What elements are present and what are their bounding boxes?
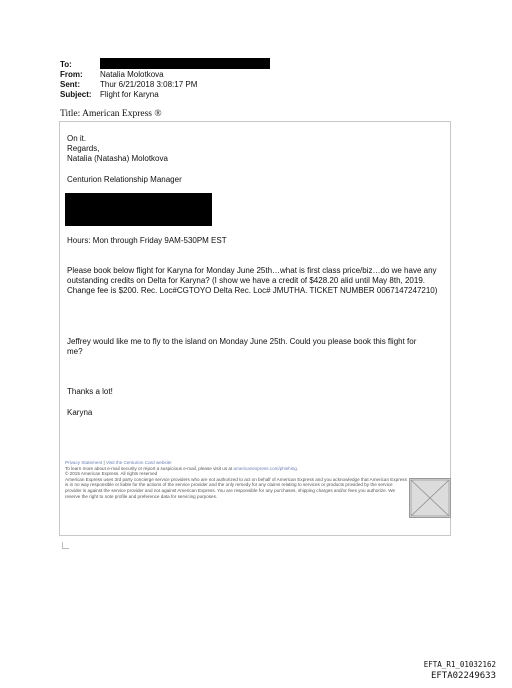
reply-line-2: Regards, [67,143,100,153]
report-text: To learn more about e-mail security or report a suspicious e-mail, please visit us at [65,465,234,471]
reply-line-3: Natalia (Natasha) Molotkova [67,153,168,163]
sent-label: Sent: [60,80,80,89]
to-label: To: [60,60,72,69]
disclaimer-text: American Express uses 3rd party concierge service providers who are not authorized to act on behalf of American Express and you acknowledge that American Express is in no way responsible or liable for the actions of the service provider and the only remedy for any claims relating to services or products provided by the service provider is against the service provider and not against American Express. You are responsible for any purchases, shipping charges and/or fees you authorize. We reserve the right to note profile and preference data for servicing purposes. [65,476,407,499]
redaction-bar-signature [65,193,212,226]
thanks-line: Thanks a lot! [67,387,113,396]
copyright-line: © 2015 American Express. All rights reserved [65,471,158,477]
from-value: Natalia Molotkova [100,70,164,79]
title-line: Title: American Express ® [60,109,162,119]
signoff-line: Karyna [67,408,93,417]
jeffrey-paragraph: Jeffrey would like me to fly to the island on Monday June 25th. Could you please book this flight for me? [67,337,417,356]
role-line: Centurion Relationship Manager [67,175,182,184]
privacy-statement-link[interactable]: Privacy Statement [65,460,103,465]
subject-value: Flight for Karyna [100,90,159,99]
sent-value: Thur 6/21/2018 3:08:17 PM [100,80,198,89]
image-placeholder-icon [409,478,451,518]
redaction-bar-recipient [100,58,270,69]
hours-line: Hours: Mon through Friday 9AM-530PM EST [67,236,227,245]
centurion-website-link[interactable]: Visit the Centurion Card website [106,460,172,465]
bates-stamp-primary: EFTA_R1_01032162 [423,660,496,669]
reply-line-1: On it. [67,134,87,143]
footer-separator: | [102,460,107,465]
report-end: . [296,465,299,471]
subject-label: Subject: [60,90,92,99]
reply-block [67,134,447,163]
from-label: From: [60,70,83,79]
page-corner-mark [62,542,69,549]
request-paragraph: Please book below flight for Karyna for Monday June 25th…what is first class price/biz…do we have any outstanding credits on Delta for Karyna? (I show we have a credit of $428.20 alid until May 8th, 2019. Change fee is $200. Rec. Loc#CGTOYO Delta Rec. Loc# JMUTHA. TICKET NUMBER 0067147247210) [67,266,438,295]
phishing-link[interactable]: americanexpress.com/phishing [233,465,297,471]
email-footer [65,460,410,499]
bates-stamp-secondary: EFTA02249633 [430,671,496,681]
